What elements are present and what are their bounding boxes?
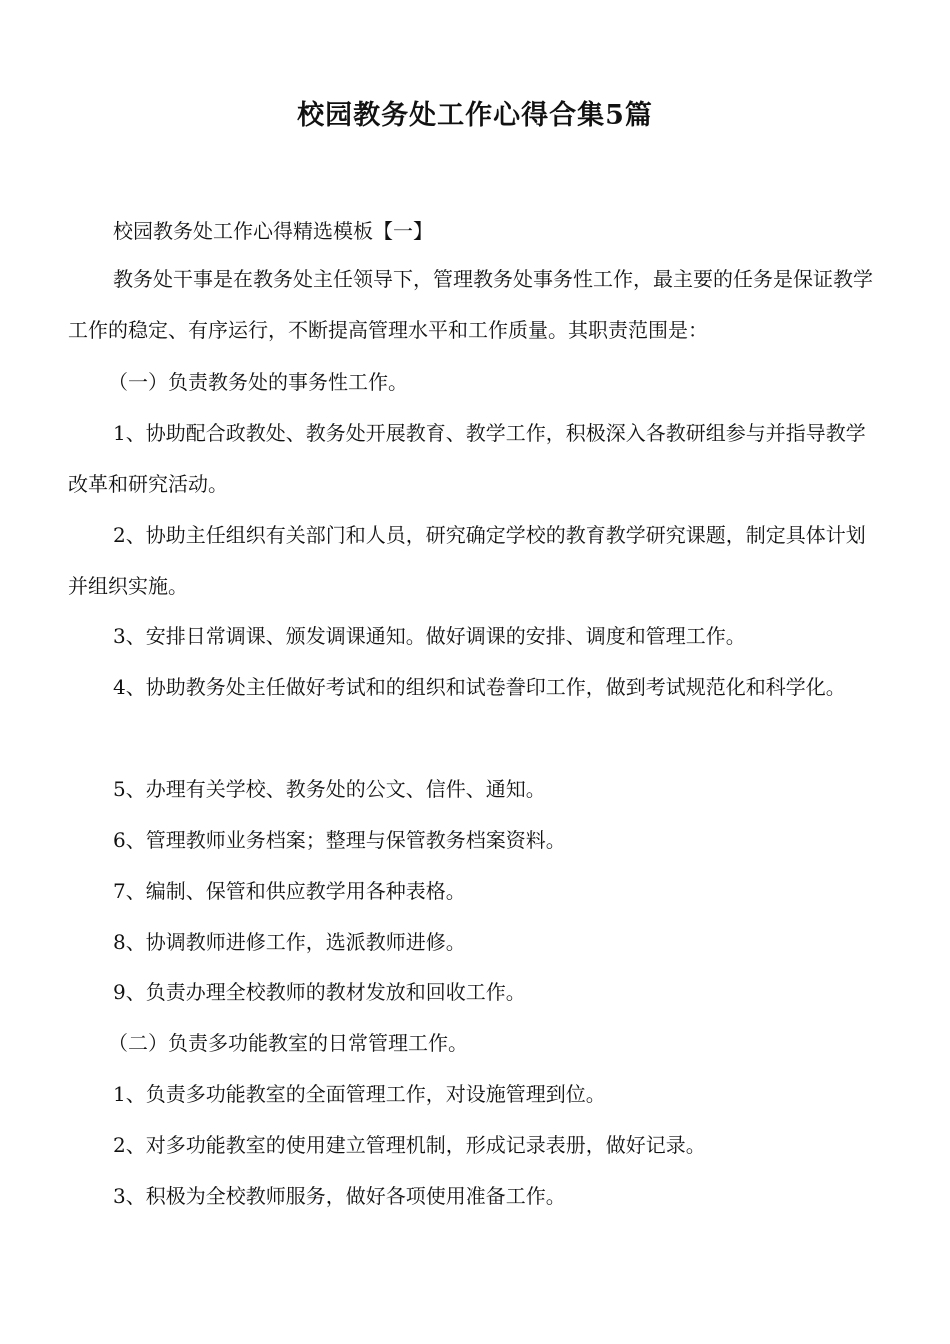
list-item: 3、积极为全校教师服务，做好各项使用准备工作。 bbox=[113, 1184, 566, 1208]
list-item: 9、负责办理全校教师的教材发放和回收工作。 bbox=[113, 980, 526, 1004]
list-item: 2、对多功能教室的使用建立管理机制，形成记录表册，做好记录。 bbox=[113, 1133, 706, 1157]
subsection-heading: （二）负责多功能教室的日常管理工作。 bbox=[108, 1031, 468, 1055]
list-item: 4、协助教务处主任做好考试和的组织和试卷誊印工作，做到考试规范化和科学化。 bbox=[113, 675, 846, 699]
list-item: 1、负责多功能教室的全面管理工作，对设施管理到位。 bbox=[113, 1082, 606, 1106]
list-item: 5、办理有关学校、教务处的公文、信件、通知。 bbox=[113, 777, 546, 801]
list-item: 7、编制、保管和供应教学用各种表格。 bbox=[113, 879, 466, 903]
document-title: 校园教务处工作心得合集5篇 bbox=[297, 100, 653, 131]
list-item: 8、协调教师进修工作，选派教师进修。 bbox=[113, 930, 466, 954]
list-item: 2、协助主任组织有关部门和人员，研究确定学校的教育教学研究课题，制定具体计划并组织实施。 bbox=[68, 523, 866, 598]
subsection-heading: （一）负责教务处的事务性工作。 bbox=[108, 370, 408, 394]
list-item: 1、协助配合政教处、教务处开展教育、教学工作，积极深入各教研组参与并指导教学改革和研究活动。 bbox=[68, 421, 866, 496]
list-item: 3、安排日常调课、颁发调课通知。做好调课的安排、调度和管理工作。 bbox=[113, 624, 746, 648]
paragraph: 教务处干事是在教务处主任领导下，管理教务处事务性工作，最主要的任务是保证教学工作的稳定、有序运行，不断提高管理水平和工作质量。其职责范围是： bbox=[68, 267, 873, 342]
section-heading: 校园教务处工作心得精选模板【一】 bbox=[113, 219, 433, 243]
list-item: 6、管理教师业务档案；整理与保管教务档案资料。 bbox=[113, 828, 566, 852]
